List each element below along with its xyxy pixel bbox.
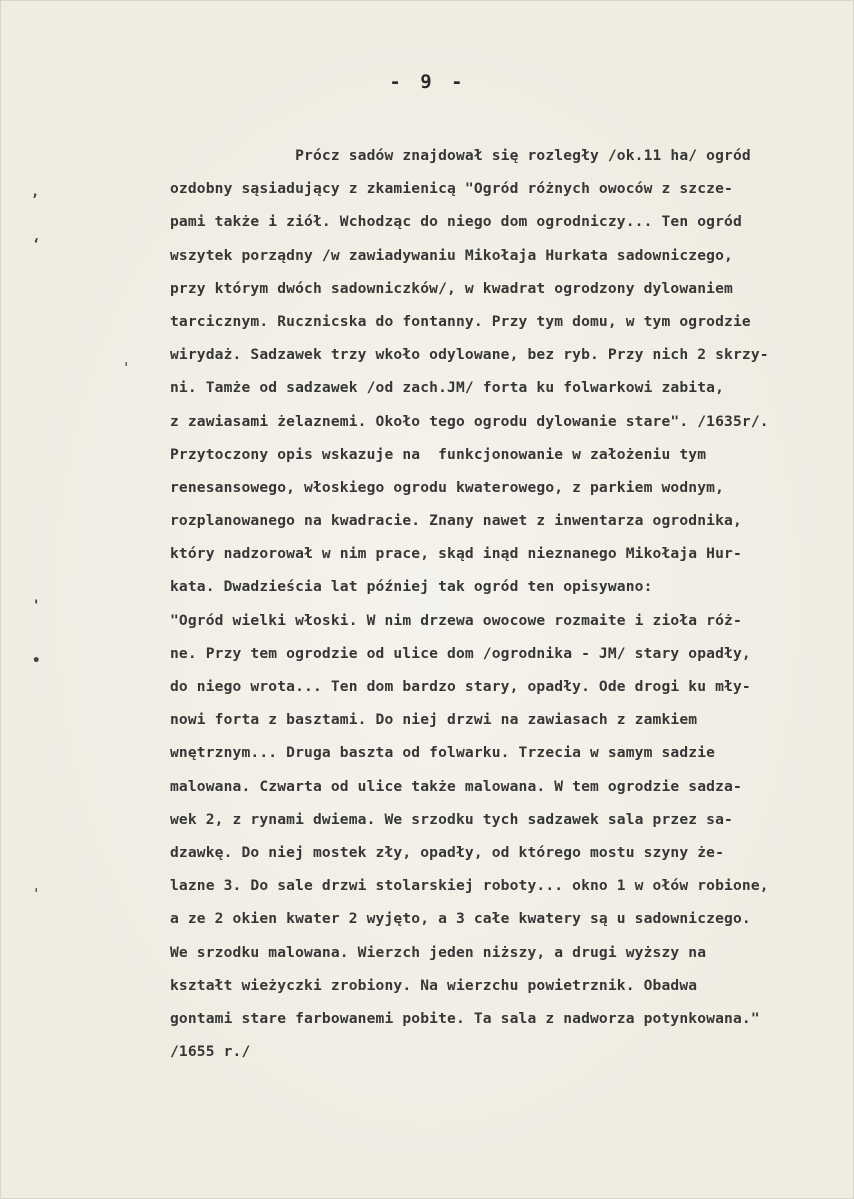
text-line: wirydaż. Sadzawek trzy wkoło odylowane, bez ryb. Przy nich 2 skrzy- [170,346,769,364]
text-line: rozplanowanego na kwadracie. Znany nawet z inwentarza ogrodnika, [170,512,742,530]
text-line: We srzodku malowana. Wierzch jeden niższy, a drugi wyższy na [170,943,707,961]
text-line: kształt wieżyczki zrobiony. Na wierzchu powietrznik. Obadwa [170,976,698,994]
text-line: ozdobny sąsiadujący z zkamienicą "Ogród różnych owoców z szcze- [170,180,733,198]
text-line: Przytoczony opis wskazuje na funkcjonowanie w założeniu tym [170,445,707,463]
text-line: "Ogród wielki włoski. W nim drzewa owocowe rozmaite i zioła róż- [170,611,742,629]
text-line: nowi forta z basztami. Do niej drzwi na zawiasach z zamkiem [170,711,698,729]
margin-mark: , [31,184,40,200]
text-line: który nadzorował w nim prace, skąd inąd nieznanego Mikołaja Hur- [170,545,742,563]
text-line: /1655 r./ [170,1043,251,1061]
text-line: pami także i ziół. Wchodząc do niego dom ogrodniczy... Ten ogród [170,213,742,231]
margin-mark: • [32,653,41,669]
margin-mark: ˌ [32,879,41,895]
text-line: kata. Dwadzieścia lat później tak ogród ten opisywano: [170,578,653,596]
text-line: tarcicznym. Rucznicska do fontanny. Przy tym domu, w tym ogrodzie [170,312,751,330]
text-line: przy którym dwóch sadowniczków/, w kwadrat ogrodzony dylowaniem [170,279,733,297]
text-line: dzawkę. Do niej mostek zły, opadły, od którego mostu szyny że- [170,843,725,861]
text-line: lazne 3. Do sale drzwi stolarskiej roboty... okno 1 w ołów robione, [170,877,769,895]
text-line: wnętrznym... Druga baszta od folwarku. Trzecia w samym sadzie [170,744,716,762]
text-line: wek 2, z rynami dwiema. We srzodku tych sadzawek sala przez sa- [170,810,733,828]
margin-mark: ˌ [122,353,131,369]
margin-mark: ' [32,598,41,614]
text-line: malowana. Czwarta od ulice także malowana. W tem ogrodzie sadza- [170,777,742,795]
text-line: ne. Przy tem ogrodzie od ulice dom /ogrodnika - JM/ stary opadły, [170,644,751,662]
text-line: a ze 2 okien kwater 2 wyjęto, a 3 całe kwatery są u sadowniczego. [170,910,751,928]
text-line: gontami stare farbowanemi pobite. Ta sala z nadworza potynkowana." [170,1009,760,1027]
margin-mark: ‘ [32,237,41,253]
text-line: Prócz sadów znajdował się rozległy /ok.11 ha/ ogród [170,147,751,164]
page-number: - 9 - [389,71,467,93]
body-text [170,139,854,1068]
text-line: z zawiasami żelaznemi. Około tego ogrodu dylowanie stare". /1635r/. [170,412,769,430]
text-line: wszytek porządny /w zawiadywaniu Mikołaja Hurkata sadowniczego, [170,246,733,264]
text-line: ni. Tamże od sadzawek /od zach.JM/ forta ku folwarkowi zabita, [170,379,725,397]
text-line: do niego wrota... Ten dom bardzo stary, opadły. Ode drogi ku mły- [170,678,751,695]
text-line: renesansowego, włoskiego ogrodu kwaterowego, z parkiem wodnym, [170,478,725,496]
